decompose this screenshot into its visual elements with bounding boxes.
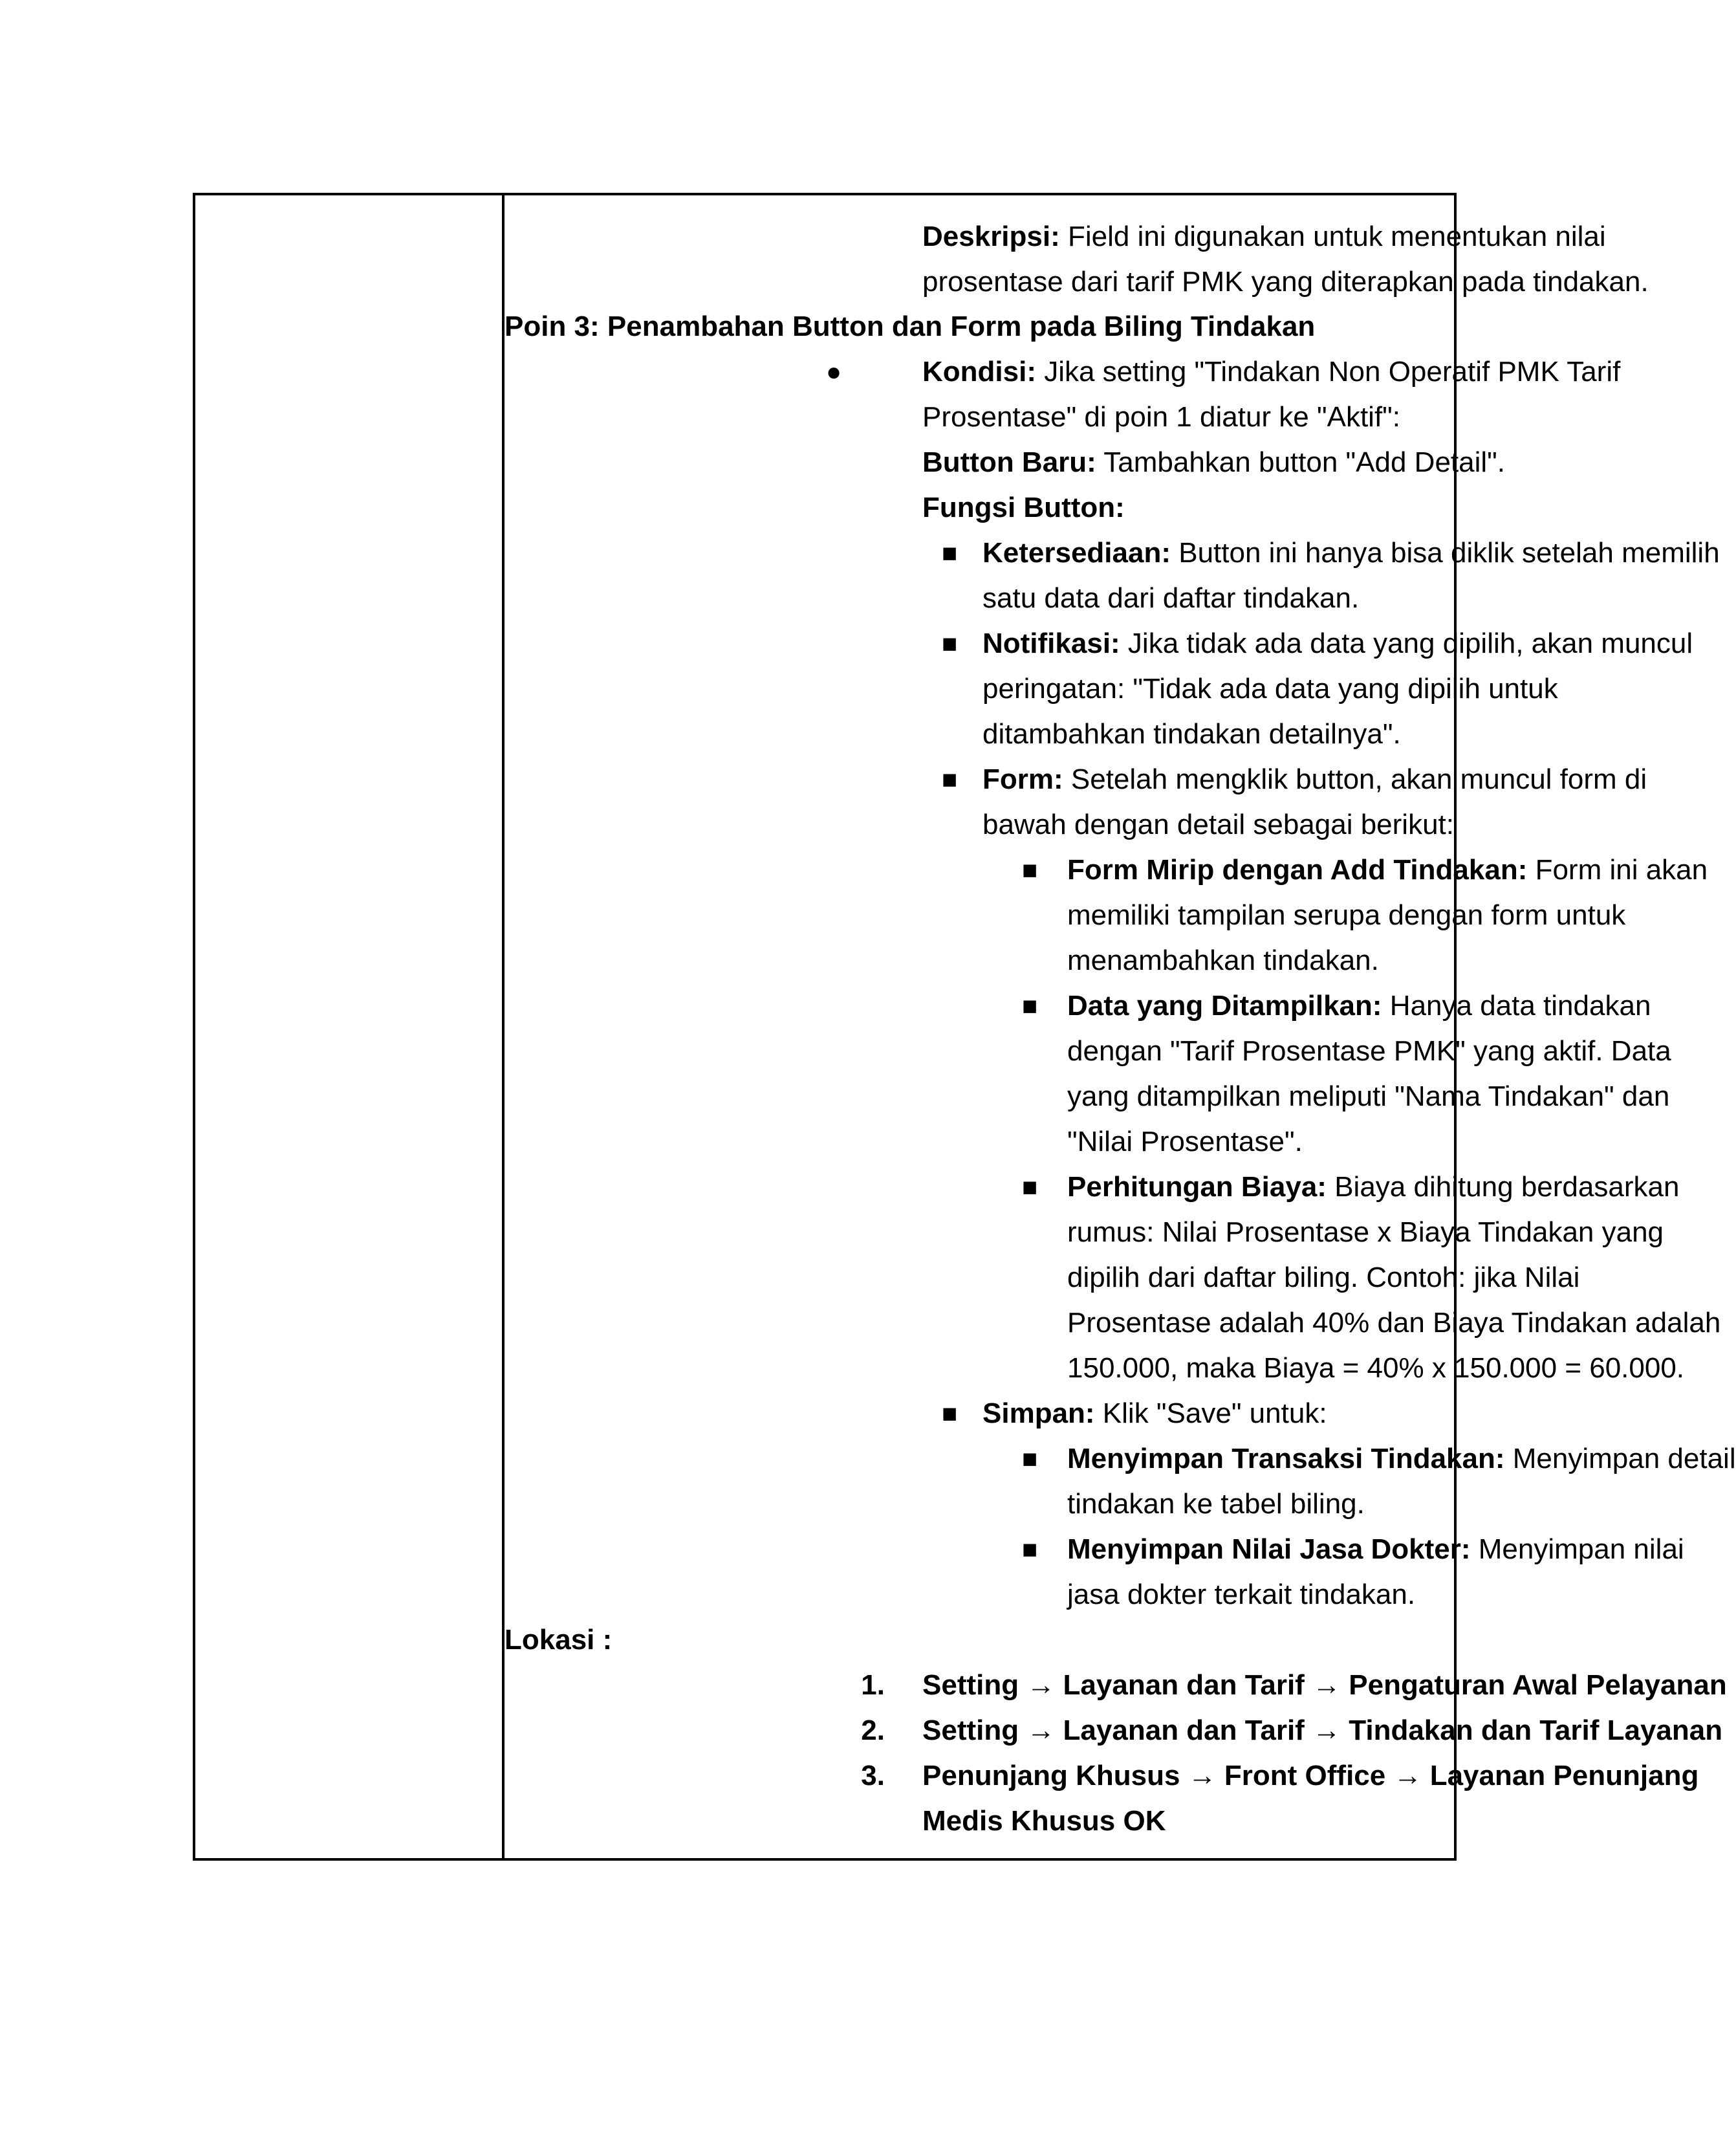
- square-bullet-icon: ■: [1022, 856, 1038, 884]
- square-bullet-icon: ■: [942, 539, 958, 567]
- lokasi-item-2: Setting → Layanan dan Tarif → Tindakan dan Tarif Layanan: [922, 1714, 1723, 1746]
- form-line-1: Form: Setelah mengklik button, akan muncul form di: [982, 763, 1647, 795]
- data-ditampilkan-line-4: "Nilai Prosentase".: [1067, 1126, 1303, 1157]
- form-line-2: bawah dengan detail sebagai berikut:: [982, 809, 1454, 840]
- square-bullet-icon: ■: [1022, 1445, 1038, 1473]
- square-bullet-icon: ■: [1022, 1535, 1038, 1564]
- lokasi-item-3-line-2: Medis Khusus OK: [922, 1805, 1166, 1837]
- button-baru-line: Button Baru: Tambahkan button "Add Detail".: [922, 446, 1505, 478]
- form-mirip-line-3: menambahkan tindakan.: [1067, 945, 1379, 976]
- perhitungan-biaya-line-1: Perhitungan Biaya: Biaya dihitung berdasarkan: [1067, 1171, 1680, 1203]
- data-ditampilkan-line-1: Data yang Ditampilkan: Hanya data tindakan: [1067, 990, 1651, 1022]
- menyimpan-transaksi-line-1: Menyimpan Transaksi Tindakan: Menyimpan detail: [1067, 1443, 1736, 1474]
- notifikasi-line-2: peringatan: "Tidak ada data yang dipilih untuk: [982, 673, 1558, 705]
- simpan-line: Simpan: Klik "Save" untuk:: [982, 1397, 1327, 1429]
- menyimpan-jasa-line-2: jasa dokter terkait tindakan.: [1067, 1579, 1416, 1610]
- perhitungan-biaya-line-4: Prosentase adalah 40% dan Biaya Tindakan adalah: [1067, 1307, 1721, 1339]
- content-table: [193, 193, 1736, 1861]
- form-mirip-line-2: memiliki tampilan serupa dengan form untuk: [1067, 899, 1626, 931]
- list-number: 1.: [861, 1669, 885, 1701]
- perhitungan-biaya-line-3: dipilih dari daftar biling. Contoh: jika Nilai: [1067, 1262, 1580, 1293]
- ketersediaan-line-1: Ketersediaan: Button ini hanya bisa diklik setelah memilih: [982, 537, 1720, 569]
- square-bullet-icon: ■: [1022, 992, 1038, 1020]
- table-left-column: [195, 195, 505, 1858]
- form-mirip-line-1: Form Mirip dengan Add Tindakan: Form ini akan: [1067, 854, 1708, 886]
- table-right-column: [505, 195, 1736, 1858]
- data-ditampilkan-line-3: yang ditampilkan meliputi "Nama Tindakan" dan: [1067, 1080, 1670, 1112]
- notifikasi-line-1: Notifikasi: Jika tidak ada data yang dipilih, akan muncul: [982, 628, 1693, 659]
- lokasi-heading: Lokasi :: [505, 1624, 613, 1656]
- list-number: 3.: [861, 1760, 885, 1791]
- menyimpan-jasa-line-1: Menyimpan Nilai Jasa Dokter: Menyimpan nilai: [1067, 1533, 1684, 1565]
- square-bullet-icon: ■: [942, 765, 958, 794]
- kondisi-line-1: Kondisi: Jika setting "Tindakan Non Operatif PMK Tarif: [922, 356, 1621, 388]
- deskripsi-line-2: prosentase dari tarif PMK yang diterapkan pada tindakan.: [922, 266, 1649, 298]
- lokasi-item-1: Setting → Layanan dan Tarif → Pengaturan Awal Pelayanan: [922, 1669, 1727, 1701]
- kondisi-line-2: Prosentase" di poin 1 diatur ke "Aktif":: [922, 401, 1401, 433]
- perhitungan-biaya-line-2: rumus: Nilai Prosentase x Biaya Tindakan yang: [1067, 1216, 1664, 1248]
- data-ditampilkan-line-2: dengan "Tarif Prosentase PMK" yang aktif. Data: [1067, 1035, 1671, 1067]
- fungsi-button-label: Fungsi Button:: [922, 492, 1125, 523]
- notifikasi-line-3: ditambahkan tindakan detailnya".: [982, 718, 1401, 750]
- lokasi-item-3-line-1: Penunjang Khusus → Front Office → Layanan Penunjang: [922, 1760, 1699, 1791]
- list-number: 2.: [861, 1714, 885, 1746]
- perhitungan-biaya-line-5: 150.000, maka Biaya = 40% x 150.000 = 60.000.: [1067, 1352, 1685, 1384]
- square-bullet-icon: ■: [942, 630, 958, 658]
- deskripsi-line-1: Deskripsi: Field ini digunakan untuk menentukan nilai: [922, 221, 1606, 252]
- bullet-icon: ●: [826, 358, 842, 386]
- poin3-heading: Poin 3: Penambahan Button dan Form pada Biling Tindakan: [505, 311, 1316, 342]
- square-bullet-icon: ■: [1022, 1173, 1038, 1201]
- ketersediaan-line-2: satu data dari daftar tindakan.: [982, 582, 1360, 614]
- menyimpan-transaksi-line-2: tindakan ke tabel biling.: [1067, 1488, 1365, 1520]
- square-bullet-icon: ■: [942, 1399, 958, 1428]
